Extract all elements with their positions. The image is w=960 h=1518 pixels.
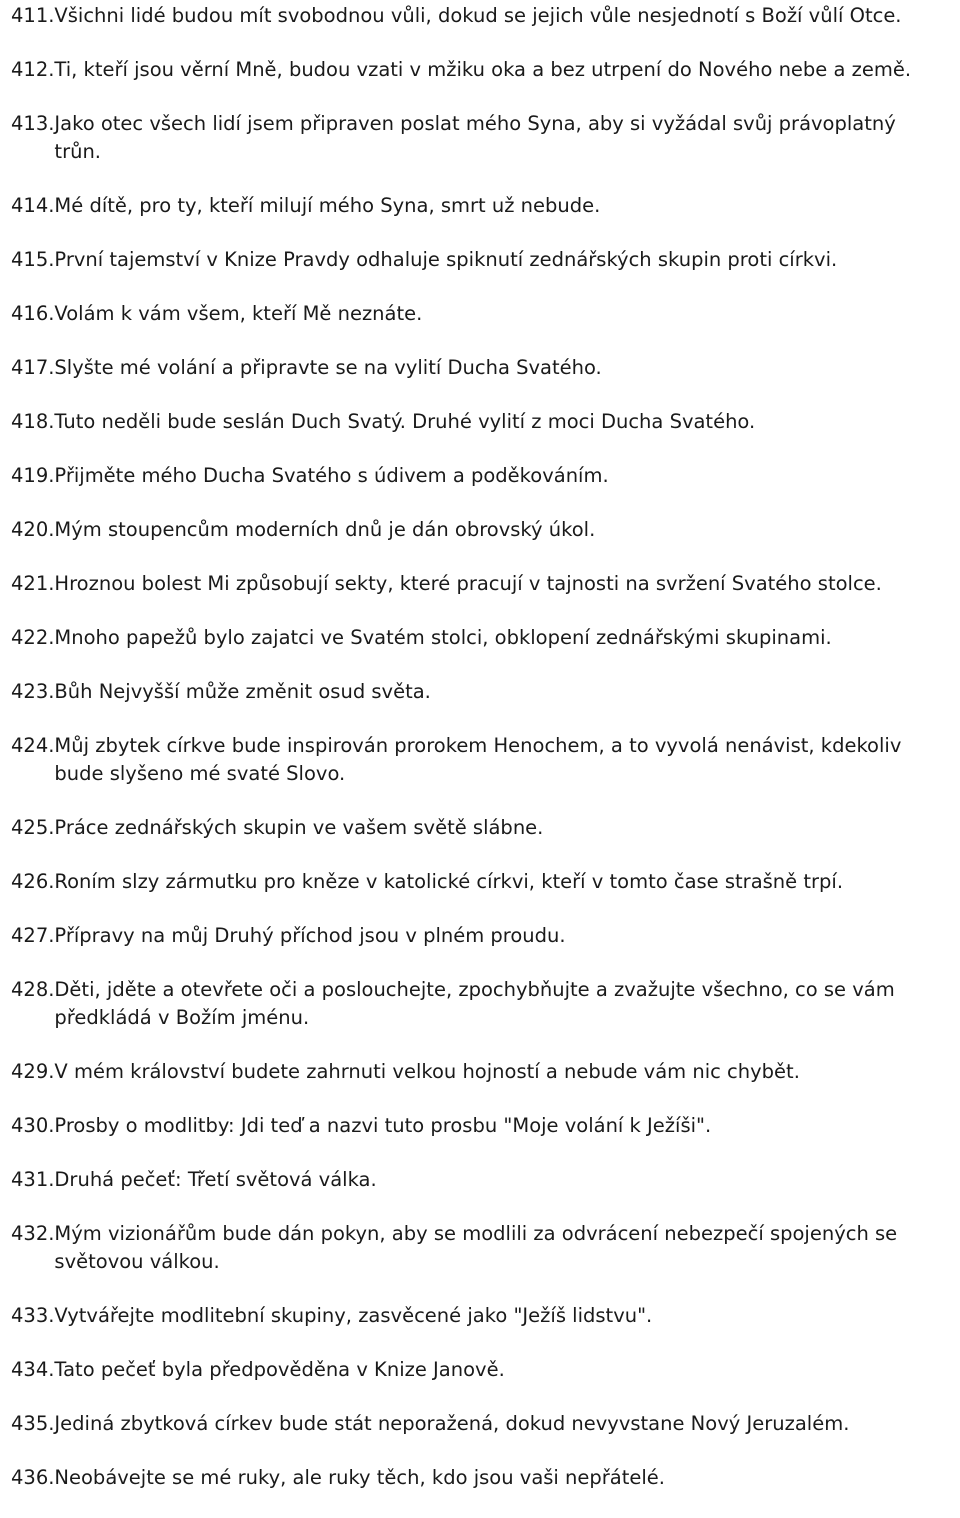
item-text: Jediná zbytková církev bude stát neporažená, dokud nevyvstane Nový Jeruzalém. — [54, 1412, 850, 1435]
item-text: Vytvářejte modlitební skupiny, zasvěcené jako "Ježíš lidstvu". — [54, 1304, 653, 1327]
list-item — [11, 1356, 946, 1384]
item-number: 426. — [11, 870, 55, 893]
item-text: Mnoho papežů bylo zajatci ve Svatém stolci, obklopení zednářskými skupinami. — [54, 626, 832, 649]
list-item — [11, 110, 946, 166]
item-text: V mém království budete zahrnuti velkou hojností a nebude vám nic chybět. — [54, 1060, 800, 1083]
item-number: 430. — [11, 1114, 55, 1137]
item-text: Prosby o modlitby: Jdi teď a nazvi tuto prosbu "Moje volání k Ježíši". — [54, 1114, 712, 1137]
item-number: 417. — [11, 356, 55, 379]
item-text: Děti, jděte a otevřete oči a poslouchejte, zpochybňujte a zvažujte všechno, co se vám předkládá v Božím jménu. — [54, 978, 895, 1029]
item-number: 428. — [11, 978, 55, 1001]
item-text: Ti, kteří jsou věrní Mně, budou vzati v mžiku oka a bez utrpení do Nového nebe a země. — [54, 58, 912, 81]
list-item — [11, 300, 946, 328]
list-item — [11, 516, 946, 544]
list-item — [11, 868, 946, 896]
item-number: 420. — [11, 518, 55, 541]
item-number: 415. — [11, 248, 55, 271]
item-number: 425. — [11, 816, 55, 839]
item-text: Mé dítě, pro ty, kteří milují mého Syna, smrt už nebude. — [54, 194, 601, 217]
item-text: Bůh Nejvyšší může změnit osud světa. — [54, 680, 431, 703]
list-item — [11, 56, 946, 84]
item-number: 432. — [11, 1222, 55, 1245]
item-number: 433. — [11, 1304, 55, 1327]
item-text: Mým vizionářům bude dán pokyn, aby se modlili za odvrácení nebezpečí spojených se světovou válkou. — [54, 1222, 898, 1273]
item-number: 412. — [11, 58, 55, 81]
document-list — [11, 0, 946, 1518]
item-number: 427. — [11, 924, 55, 947]
list-item — [11, 462, 946, 490]
list-item — [11, 922, 946, 950]
item-text: Přípravy na můj Druhý příchod jsou v plném proudu. — [54, 924, 566, 947]
item-text: Hroznou bolest Mi způsobují sekty, které pracují v tajnosti na svržení Svatého stolce. — [54, 572, 882, 595]
list-item — [11, 1464, 946, 1492]
list-item — [11, 1166, 946, 1194]
list-item — [11, 1220, 946, 1276]
list-item — [11, 1302, 946, 1330]
list-item — [11, 408, 946, 436]
item-text: Volám k vám všem, kteří Mě neznáte. — [54, 302, 423, 325]
item-number: 416. — [11, 302, 55, 325]
list-item — [11, 732, 946, 788]
item-text: Neobávejte se mé ruky, ale ruky těch, kdo jsou vaši nepřátelé. — [54, 1466, 665, 1489]
item-number: 436. — [11, 1466, 55, 1489]
item-text: Jako otec všech lidí jsem připraven poslat mého Syna, aby si vyžádal svůj právoplatný trůn. — [54, 112, 896, 163]
item-number: 431. — [11, 1168, 55, 1191]
item-number: 434. — [11, 1358, 55, 1381]
item-number: 414. — [11, 194, 55, 217]
item-number: 435. — [11, 1412, 55, 1435]
item-number: 411. — [11, 4, 55, 27]
item-text: Můj zbytek církve bude inspirován prorokem Henochem, a to vyvolá nenávist, kdekoliv bude slyšeno mé svaté Slovo. — [54, 734, 902, 785]
item-number: 422. — [11, 626, 55, 649]
list-item — [11, 678, 946, 706]
item-number: 413. — [11, 112, 55, 135]
list-item — [11, 976, 946, 1032]
item-text: Druhá pečeť: Třetí světová válka. — [54, 1168, 377, 1191]
list-item — [11, 2, 946, 30]
item-text: Práce zednářských skupin ve vašem světě slábne. — [54, 816, 544, 839]
item-text: Všichni lidé budou mít svobodnou vůli, dokud se jejich vůle nesjednotí s Boží vůlí Otce. — [54, 4, 902, 27]
list-item — [11, 354, 946, 382]
item-number: 419. — [11, 464, 55, 487]
item-number: 423. — [11, 680, 55, 703]
item-text: Tuto neděli bude seslán Duch Svatý. Druhé vylití z moci Ducha Svatého. — [54, 410, 756, 433]
list-item — [11, 192, 946, 220]
item-text: Roním slzy zármutku pro kněze v katolické církvi, kteří v tomto čase strašně trpí. — [54, 870, 844, 893]
item-text: Tato pečeť byla předpověděna v Knize Janově. — [54, 1358, 505, 1381]
item-number: 429. — [11, 1060, 55, 1083]
list-item — [11, 1112, 946, 1140]
item-number: 424. — [11, 734, 55, 757]
item-number: 418. — [11, 410, 55, 433]
list-item — [11, 1410, 946, 1438]
item-text: Slyšte mé volání a připravte se na vylití Ducha Svatého. — [54, 356, 602, 379]
list-item — [11, 570, 946, 598]
list-item — [11, 814, 946, 842]
item-text: Přijměte mého Ducha Svatého s údivem a poděkováním. — [54, 464, 609, 487]
list-item — [11, 624, 946, 652]
item-text: První tajemství v Knize Pravdy odhaluje spiknutí zednářských skupin proti církvi. — [54, 248, 838, 271]
item-text: Mým stoupencům moderních dnů je dán obrovský úkol. — [54, 518, 596, 541]
item-number: 421. — [11, 572, 55, 595]
list-item — [11, 1058, 946, 1086]
list-item — [11, 246, 946, 274]
